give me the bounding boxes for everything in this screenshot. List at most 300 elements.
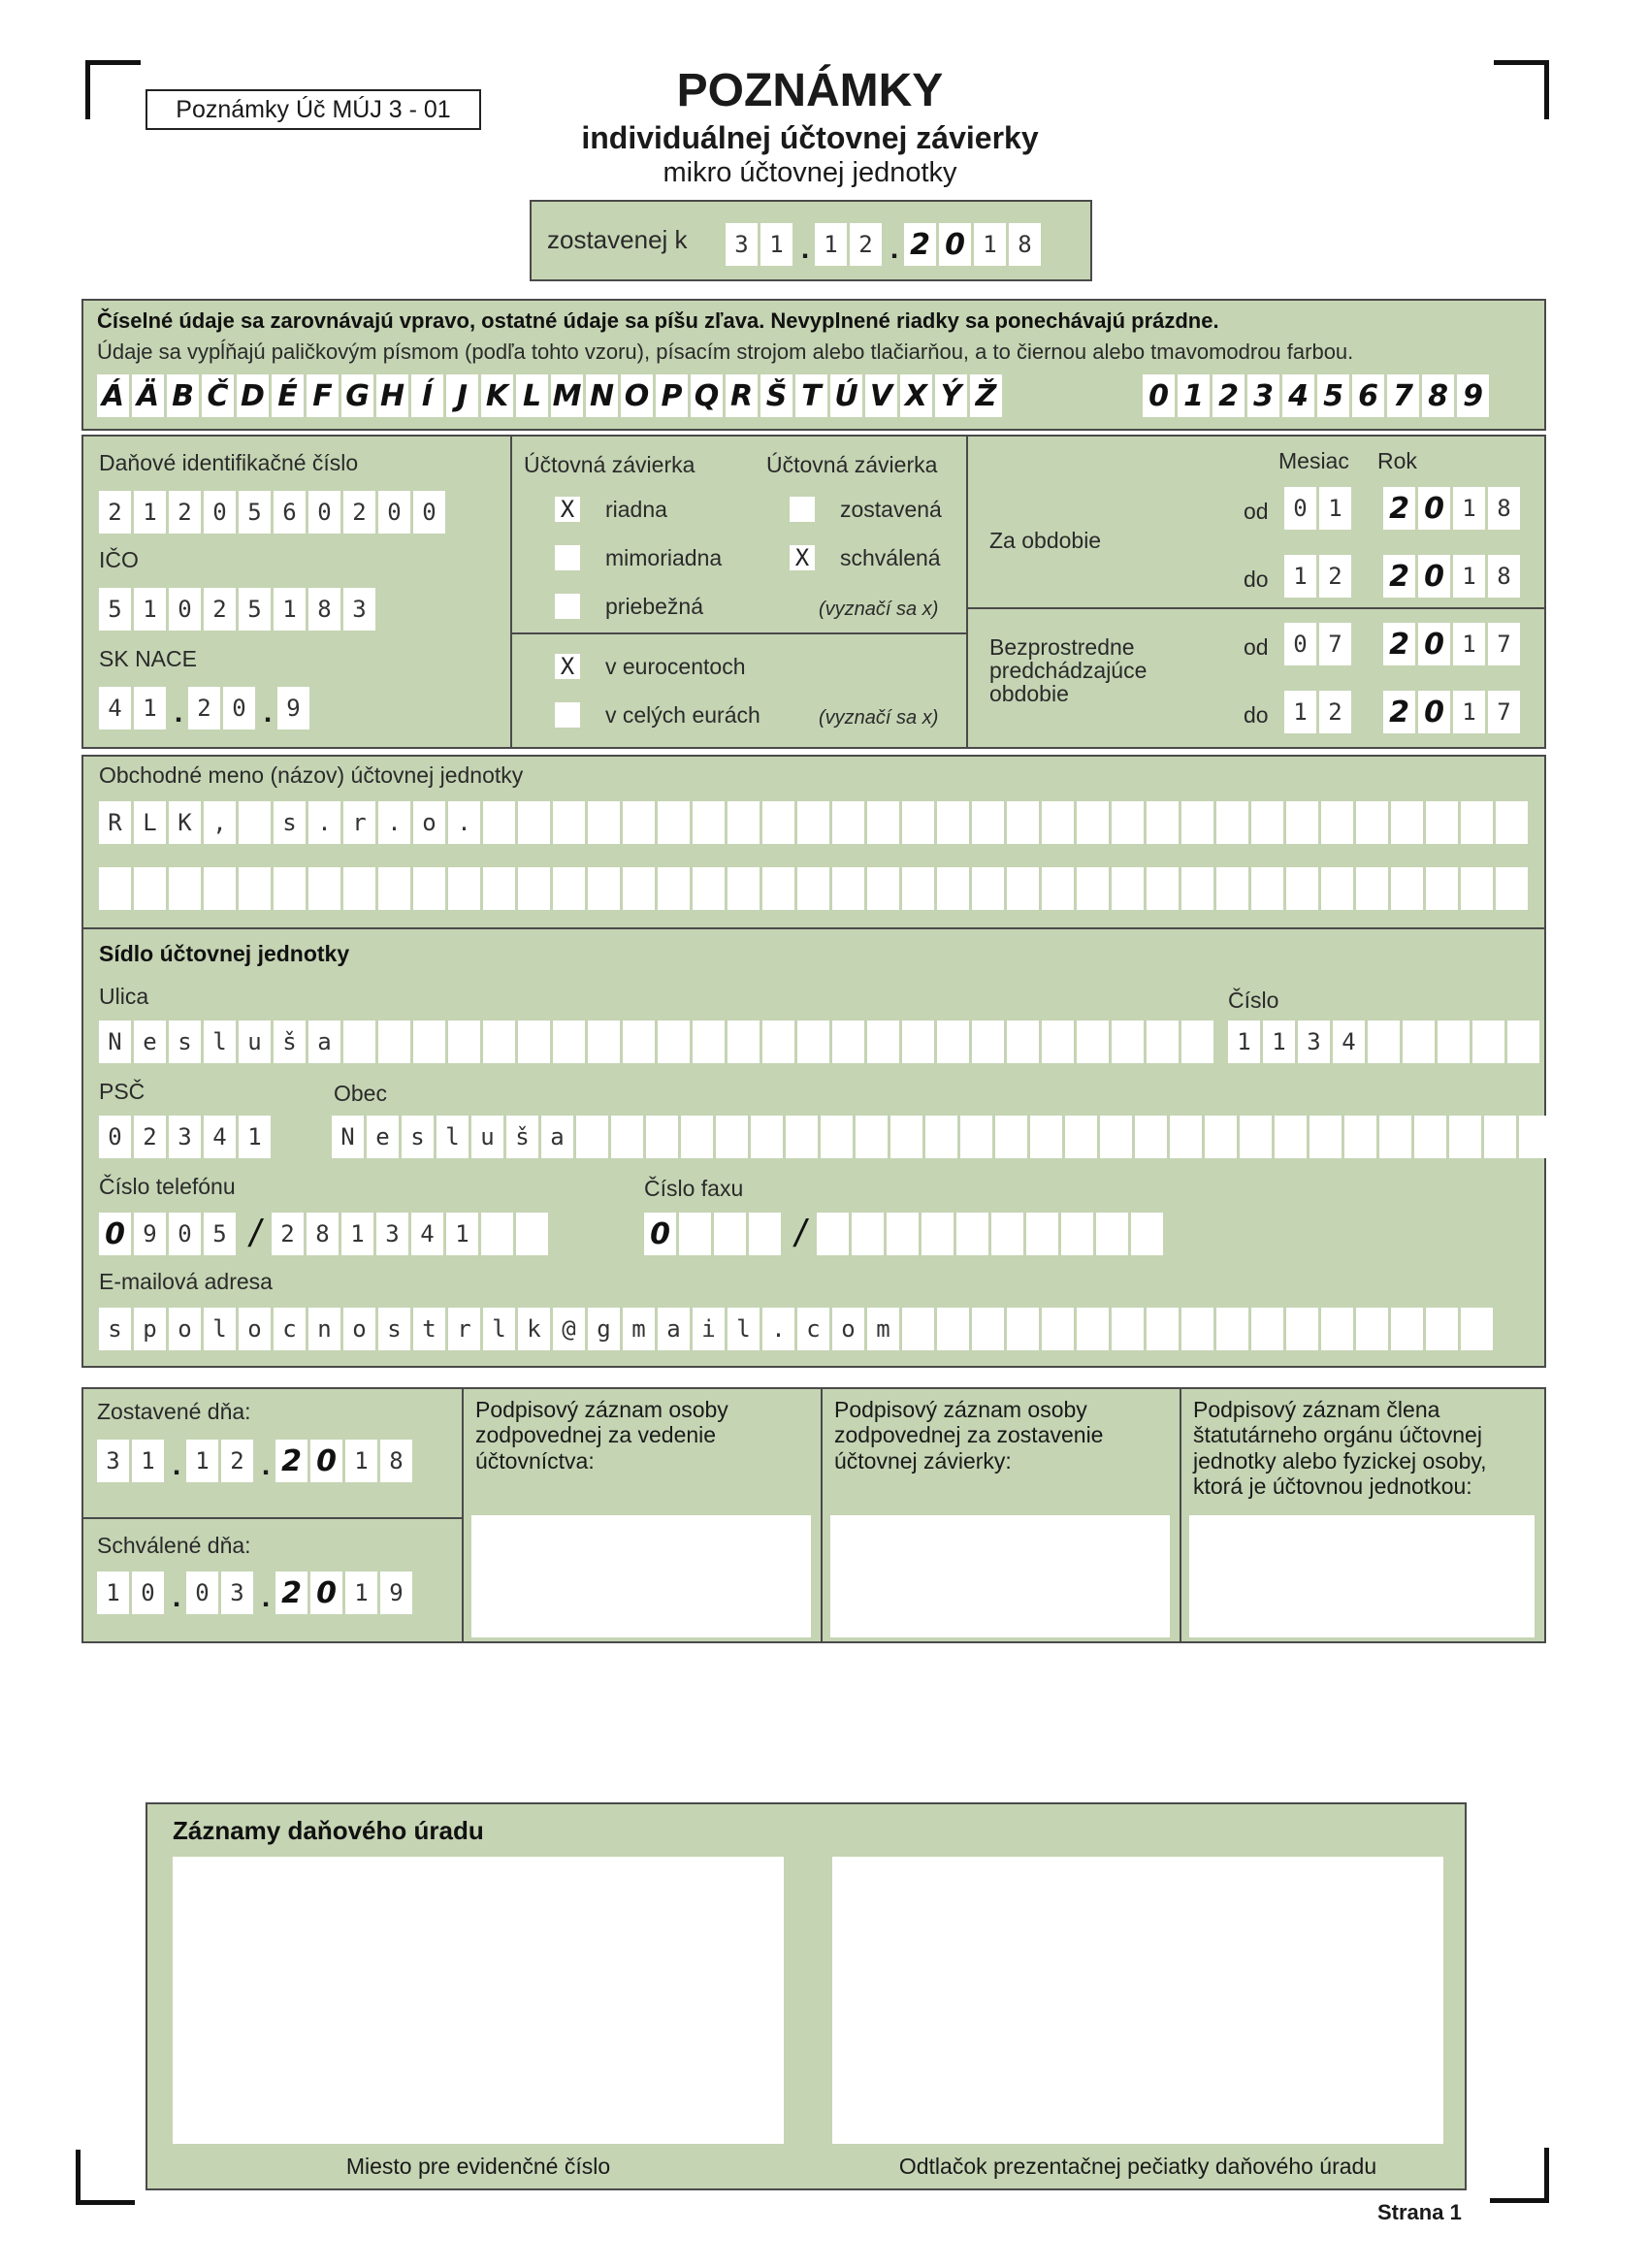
char-cell: [1096, 1213, 1128, 1255]
eurocent-checkbox[interactable]: X: [555, 654, 580, 679]
char-cell: [1251, 867, 1283, 910]
char-cell: [1181, 1308, 1213, 1350]
char-cell: 2: [1212, 374, 1245, 417]
char-cell: 1: [132, 1440, 164, 1482]
char-cell: F: [307, 374, 339, 417]
char-cell: [658, 801, 690, 844]
evidence-number-box[interactable]: [173, 1857, 784, 2144]
char-cell: [1403, 1021, 1435, 1063]
char-cell: 5: [1317, 374, 1349, 417]
char-cell: [856, 1116, 888, 1158]
char-cell: [274, 867, 306, 910]
char-cell: 4: [99, 687, 131, 729]
char-cell: s: [169, 1021, 201, 1063]
char-cell: m: [867, 1308, 899, 1350]
psc-label: PSČ: [99, 1079, 146, 1104]
mimoriadna-checkbox[interactable]: [555, 545, 580, 570]
char-cell: [1135, 1116, 1167, 1158]
char-cell: N: [99, 1021, 131, 1063]
char-cell: M: [551, 374, 583, 417]
schvalene-date[interactable]: [97, 1571, 415, 1614]
char-cell: [553, 867, 585, 910]
nace-label: SK NACE: [99, 646, 197, 671]
char-cell: [1286, 867, 1318, 910]
divider: [462, 1389, 464, 1641]
obec-field[interactable]: [332, 1116, 1554, 1158]
char-cell: a: [308, 1021, 340, 1063]
signature-statutory-box[interactable]: [1189, 1515, 1535, 1637]
char-cell: R: [99, 801, 131, 844]
char-cell: 2: [1319, 691, 1351, 733]
ico-field[interactable]: [99, 588, 378, 631]
char-cell: 1: [1453, 555, 1485, 598]
char-cell: 2: [134, 1116, 166, 1158]
char-cell: c: [274, 1308, 306, 1350]
char-cell: 9: [134, 1213, 166, 1255]
char-cell: 0: [378, 491, 410, 534]
prev-do-field[interactable]: [1284, 691, 1523, 733]
company-name-field[interactable]: [99, 801, 1531, 844]
char-cell: [413, 1021, 445, 1063]
char-cell: 0: [310, 1571, 342, 1614]
char-cell: [1181, 801, 1213, 844]
char-cell: s: [378, 1308, 410, 1350]
char-cell: Q: [691, 374, 723, 417]
char-cell: k: [518, 1308, 550, 1350]
char-cell: 2: [221, 1440, 253, 1482]
char-cell: [1356, 867, 1388, 910]
divider: [1180, 1389, 1181, 1641]
char-cell: [1181, 867, 1213, 910]
char-cell: [1100, 1116, 1132, 1158]
char-cell: u: [239, 1021, 271, 1063]
char-cell: [623, 1021, 655, 1063]
divider: [83, 1517, 462, 1519]
char-cell: 2: [1319, 555, 1351, 598]
char-cell: 2: [275, 1440, 307, 1482]
char-cell: 0: [99, 1213, 131, 1255]
stamp-box[interactable]: [832, 1857, 1443, 2144]
char-cell: [1321, 801, 1353, 844]
char-cell: @: [553, 1308, 585, 1350]
char-cell: š: [506, 1116, 538, 1158]
separator: .: [261, 1581, 271, 1613]
char-cell: [1461, 867, 1493, 910]
char-cell: 1: [274, 588, 306, 631]
identification-panel: [81, 435, 1546, 749]
signature-accounting-box[interactable]: [471, 1515, 811, 1637]
riadna-label: riadna: [605, 497, 667, 522]
sample-letters: [97, 374, 1005, 417]
char-cell: É: [272, 374, 304, 417]
char-cell: a: [658, 1308, 690, 1350]
char-cell: [1061, 1213, 1093, 1255]
char-cell: [716, 1116, 748, 1158]
statement-col2-label: Účtovná závierka: [766, 452, 938, 477]
tel-label: Číslo telefónu: [99, 1174, 236, 1199]
char-cell: 1: [446, 1213, 478, 1255]
char-cell: [343, 1021, 375, 1063]
fax-field[interactable]: [644, 1213, 1166, 1255]
char-cell: H: [376, 374, 408, 417]
char-cell: [995, 1116, 1027, 1158]
char-cell: [1438, 1021, 1470, 1063]
char-cell: [1112, 1021, 1144, 1063]
char-cell: [483, 801, 515, 844]
char-cell: [169, 867, 201, 910]
char-cell: 1: [97, 1571, 129, 1614]
schvalena-checkbox[interactable]: X: [790, 545, 815, 570]
char-cell: [518, 867, 550, 910]
char-cell: 1: [974, 223, 1006, 266]
cur-od-label: od: [1244, 499, 1269, 524]
char-cell: [832, 1021, 864, 1063]
char-cell: [1449, 1116, 1481, 1158]
char-cell: 0: [1418, 691, 1450, 733]
page-subtitle: individuálnej účtovnej závierky: [581, 120, 1039, 155]
char-cell: 7: [1488, 623, 1520, 665]
char-cell: [239, 867, 271, 910]
char-cell: [1042, 1021, 1074, 1063]
corner-mark-top-right: [1494, 60, 1549, 119]
char-cell: Ú: [830, 374, 862, 417]
rok-label: Rok: [1377, 448, 1417, 473]
cur-od-field[interactable]: [1284, 487, 1523, 530]
char-cell: 8: [1488, 487, 1520, 530]
char-cell: L: [134, 801, 166, 844]
char-cell: [1007, 867, 1039, 910]
char-cell: [890, 1116, 922, 1158]
char-cell: 7: [1488, 691, 1520, 733]
separator: .: [889, 233, 899, 265]
char-cell: [867, 801, 899, 844]
char-cell: [378, 1021, 410, 1063]
char-cell: Ý: [935, 374, 967, 417]
schvalena-label: schválená: [840, 545, 941, 570]
char-cell: [1461, 801, 1493, 844]
char-cell: D: [237, 374, 269, 417]
sidlo-label: Sídlo účtovnej jednotky: [99, 941, 350, 966]
char-cell: .: [378, 801, 410, 844]
char-cell: [972, 1021, 1004, 1063]
char-cell: l: [728, 1308, 760, 1350]
char-cell: 4: [204, 1116, 236, 1158]
char-cell: [308, 867, 340, 910]
char-cell: [483, 1021, 515, 1063]
char-cell: Š: [760, 374, 792, 417]
char-cell: T: [795, 374, 827, 417]
char-cell: [1042, 801, 1074, 844]
char-cell: [516, 1213, 548, 1255]
tax-office-panel: [146, 1802, 1467, 2190]
char-cell: [1112, 1308, 1144, 1350]
page-number: Strana 1: [1377, 2200, 1462, 2224]
signatures-panel: [81, 1387, 1546, 1643]
char-cell: [762, 1021, 794, 1063]
divider: [510, 437, 512, 747]
char-cell: Ä: [132, 374, 164, 417]
char-cell: [448, 867, 480, 910]
char-cell: [448, 1021, 480, 1063]
psc-field[interactable]: [99, 1116, 274, 1158]
char-cell: Ž: [970, 374, 1002, 417]
separator: .: [174, 697, 183, 729]
cislo-field[interactable]: [1228, 1021, 1542, 1063]
char-cell: [991, 1213, 1023, 1255]
company-name-label: Obchodné meno (názov) účtovnej jednotky: [99, 762, 524, 788]
separator: .: [800, 233, 810, 265]
char-cell: [1251, 801, 1283, 844]
char-cell: 1: [341, 1213, 373, 1255]
char-cell: 0: [186, 1571, 218, 1614]
char-cell: 0: [1418, 623, 1450, 665]
char-cell: 2: [1383, 487, 1415, 530]
char-cell: 8: [380, 1440, 412, 1482]
char-cell: e: [367, 1116, 399, 1158]
nace-field[interactable]: [99, 687, 312, 729]
char-cell: [1026, 1213, 1058, 1255]
char-cell: 0: [1284, 487, 1316, 530]
char-cell: [623, 801, 655, 844]
char-cell: [1414, 1116, 1446, 1158]
char-cell: [956, 1213, 988, 1255]
char-cell: [576, 1116, 608, 1158]
char-cell: [1275, 1116, 1307, 1158]
char-cell: [1112, 801, 1144, 844]
signature-accounting-label: Podpisový záznam osoby zodpovednej za vedenie účtovníctva:: [475, 1397, 728, 1474]
dic-label: Daňové identifikačné číslo: [99, 450, 359, 475]
tel-slash: /: [249, 1212, 261, 1255]
priebezna-checkbox[interactable]: [555, 594, 580, 619]
char-cell: 1: [1319, 487, 1351, 530]
char-cell: 5: [204, 1213, 236, 1255]
divider: [821, 1389, 823, 1641]
char-cell: .: [448, 801, 480, 844]
char-cell: [1216, 801, 1248, 844]
corner-mark-bottom-left: [76, 2150, 135, 2205]
char-cell: r: [448, 1308, 480, 1350]
char-cell: [1205, 1116, 1237, 1158]
char-cell: e: [134, 1021, 166, 1063]
char-cell: [728, 1021, 760, 1063]
char-cell: P: [656, 374, 688, 417]
char-cell: [413, 867, 445, 910]
char-cell: [749, 1213, 781, 1255]
page-subtitle-2: mikro účtovnej jednotky: [663, 157, 957, 188]
priebezna-label: priebežná: [605, 594, 704, 619]
char-cell: [1472, 1021, 1504, 1063]
mark-note: (vyznačí sa x): [819, 599, 939, 620]
char-cell: [343, 867, 375, 910]
char-cell: [925, 1116, 957, 1158]
char-cell: 5: [239, 491, 271, 534]
char-cell: [588, 801, 620, 844]
char-cell: 8: [1009, 223, 1041, 266]
char-cell: G: [341, 374, 373, 417]
char-cell: Í: [411, 374, 443, 417]
char-cell: [728, 801, 760, 844]
separator: .: [172, 1449, 181, 1481]
char-cell: [960, 1116, 992, 1158]
char-cell: .: [762, 1308, 794, 1350]
char-cell: u: [471, 1116, 503, 1158]
char-cell: 0: [1143, 374, 1175, 417]
char-cell: 3: [726, 223, 758, 266]
eur-label: v celých eurách: [605, 702, 760, 728]
email-field[interactable]: [99, 1308, 1496, 1350]
char-cell: J: [446, 374, 478, 417]
char-cell: [1356, 801, 1388, 844]
char-cell: g: [588, 1308, 620, 1350]
char-cell: [588, 1021, 620, 1063]
char-cell: [832, 801, 864, 844]
char-cell: š: [274, 1021, 306, 1063]
prev-od-field[interactable]: [1284, 623, 1523, 665]
divider: [83, 927, 1544, 929]
char-cell: 7: [1387, 374, 1419, 417]
char-cell: 1: [1453, 691, 1485, 733]
char-cell: [1496, 867, 1528, 910]
char-cell: [1042, 1308, 1074, 1350]
compiled-label: zostavenej k: [547, 225, 688, 254]
char-cell: 4: [1333, 1021, 1365, 1063]
cislo-label: Číslo: [1228, 988, 1279, 1013]
compiled-date-box: [530, 200, 1092, 281]
cur-do-label: do: [1244, 567, 1269, 592]
signature-statement-label: Podpisový záznam osoby zodpovednej za zostavenie účtovnej závierky:: [834, 1397, 1104, 1474]
page-title: POZNÁMKY: [676, 65, 944, 116]
divider: [510, 632, 966, 634]
char-cell: [1391, 867, 1423, 910]
char-cell: 1: [134, 687, 166, 729]
signature-statement-box[interactable]: [830, 1515, 1170, 1637]
zostavena-label: zostavená: [840, 497, 942, 522]
cur-do-field[interactable]: [1284, 555, 1523, 598]
char-cell: O: [621, 374, 653, 417]
char-cell: [751, 1116, 783, 1158]
char-cell: [99, 867, 131, 910]
char-cell: [937, 1021, 969, 1063]
char-cell: 0: [644, 1213, 676, 1255]
char-cell: 2: [343, 491, 375, 534]
char-cell: [1321, 1308, 1353, 1350]
prev-od-label: od: [1244, 634, 1269, 660]
char-cell: 0: [223, 687, 255, 729]
char-cell: [1042, 867, 1074, 910]
char-cell: [1077, 1308, 1109, 1350]
char-cell: 5: [99, 588, 131, 631]
char-cell: 1: [1263, 1021, 1295, 1063]
char-cell: [1147, 1308, 1179, 1350]
char-cell: R: [726, 374, 758, 417]
char-cell: 1: [815, 223, 847, 266]
company-name-field-2[interactable]: [99, 867, 1531, 910]
char-cell: [204, 867, 236, 910]
char-cell: l: [204, 1021, 236, 1063]
char-cell: [378, 867, 410, 910]
email-label: E-mailová adresa: [99, 1269, 273, 1294]
char-cell: N: [332, 1116, 364, 1158]
char-cell: [693, 801, 725, 844]
char-cell: s: [99, 1308, 131, 1350]
char-cell: 1: [345, 1571, 377, 1614]
char-cell: o: [239, 1308, 271, 1350]
eur-checkbox[interactable]: [555, 702, 580, 728]
zostavene-date[interactable]: [97, 1440, 415, 1482]
char-cell: l: [204, 1308, 236, 1350]
char-cell: [1030, 1116, 1062, 1158]
char-cell: 8: [308, 588, 340, 631]
char-cell: o: [169, 1308, 201, 1350]
instructions-panel: [81, 299, 1546, 431]
prev-period-label-3: obdobie: [989, 681, 1069, 706]
char-cell: L: [516, 374, 548, 417]
form-code-box: [146, 89, 481, 130]
char-cell: [1251, 1308, 1283, 1350]
char-cell: [1216, 1308, 1248, 1350]
char-cell: [902, 801, 934, 844]
tel-field[interactable]: [99, 1213, 551, 1255]
char-cell: [1461, 1308, 1493, 1350]
statement-col1-label: Účtovná závierka: [524, 452, 695, 477]
char-cell: [972, 801, 1004, 844]
char-cell: [553, 1021, 585, 1063]
ulica-field[interactable]: [99, 1021, 1216, 1063]
char-cell: 0: [99, 1116, 131, 1158]
char-cell: [821, 1116, 853, 1158]
char-cell: [1065, 1116, 1097, 1158]
stamp-caption: Odtlačok prezentačnej pečiatky daňového úradu: [898, 2154, 1377, 2179]
char-cell: [922, 1213, 954, 1255]
char-cell: [1368, 1021, 1400, 1063]
dic-field[interactable]: [99, 491, 448, 534]
prev-period-label-2: predchádzajúce: [989, 658, 1148, 683]
za-obdobie-label: Za obdobie: [989, 528, 1102, 553]
char-cell: 9: [1457, 374, 1489, 417]
char-cell: m: [623, 1308, 655, 1350]
char-cell: 2: [850, 223, 882, 266]
char-cell: 2: [272, 1213, 304, 1255]
char-cell: 1: [186, 1440, 218, 1482]
riadna-checkbox[interactable]: X: [555, 497, 580, 522]
zostavena-checkbox[interactable]: [790, 497, 815, 522]
char-cell: l: [483, 1308, 515, 1350]
eurocent-label: v eurocentoch: [605, 654, 746, 679]
char-cell: [679, 1213, 711, 1255]
char-cell: 0: [169, 1213, 201, 1255]
char-cell: [1496, 801, 1528, 844]
char-cell: 3: [169, 1116, 201, 1158]
char-cell: [1321, 867, 1353, 910]
char-cell: B: [167, 374, 199, 417]
fax-slash: /: [794, 1212, 806, 1255]
form-code: Poznámky Úč MÚJ 3 - 01: [176, 95, 451, 123]
fax-label: Číslo faxu: [644, 1176, 744, 1201]
char-cell: [937, 867, 969, 910]
char-cell: [832, 867, 864, 910]
char-cell: [902, 867, 934, 910]
char-cell: 2: [904, 223, 936, 266]
char-cell: [762, 801, 794, 844]
char-cell: V: [865, 374, 897, 417]
char-cell: N: [586, 374, 618, 417]
char-cell: 3: [376, 1213, 408, 1255]
char-cell: [1310, 1116, 1342, 1158]
char-cell: 1: [134, 588, 166, 631]
char-cell: 2: [1383, 623, 1415, 665]
evidence-number-caption: Miesto pre evidenčné číslo: [345, 2154, 611, 2179]
char-cell: t: [413, 1308, 445, 1350]
